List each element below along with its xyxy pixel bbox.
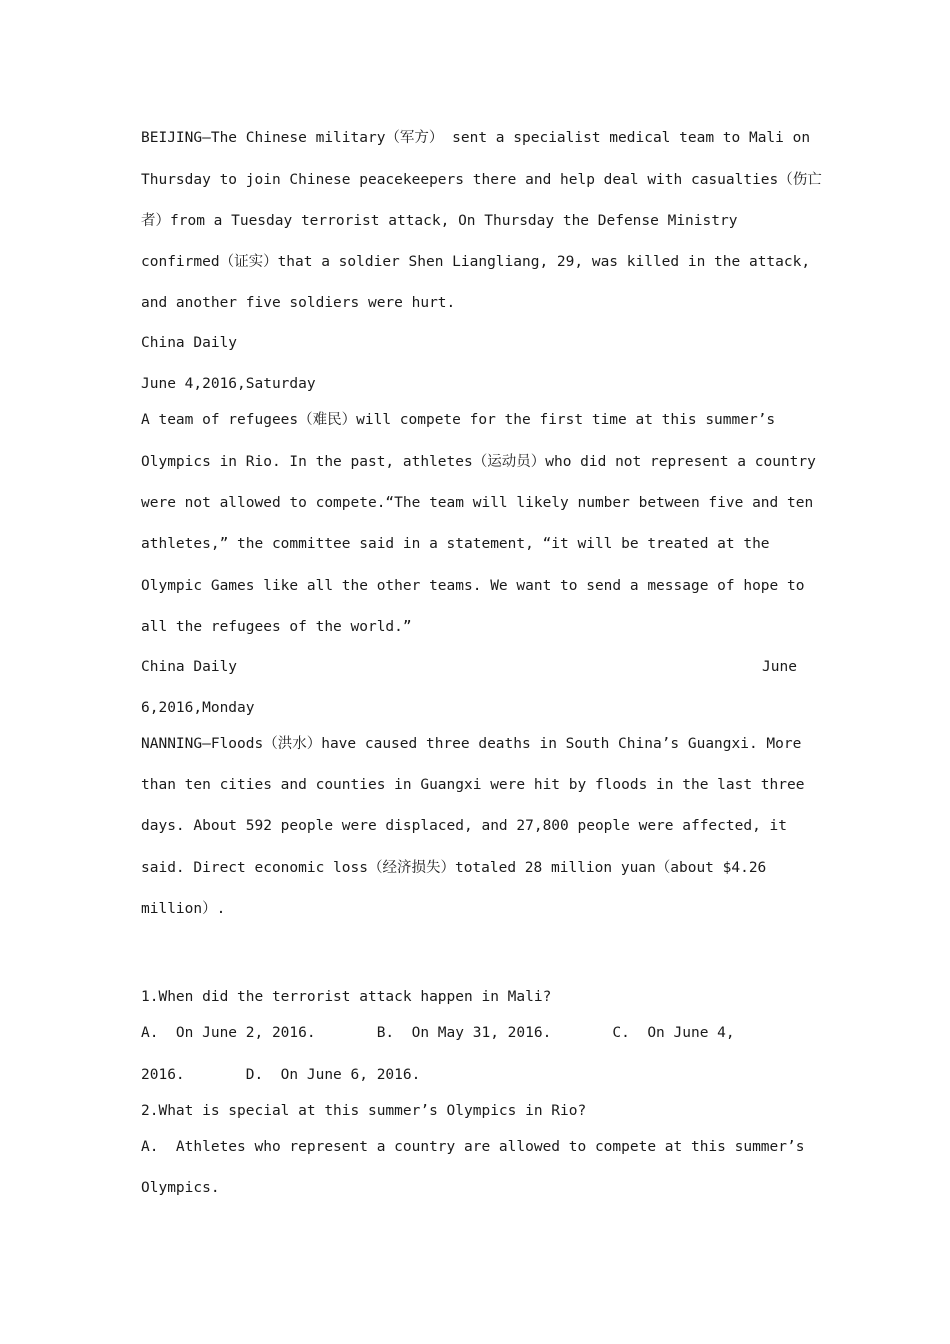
article3-line-2: than ten cities and counties in Guangxi were hit by floods in the last three: [141, 777, 805, 793]
article2-line-3: were not allowed to compete.“The team will likely number between five and ten: [141, 495, 814, 511]
article2-line-5: Olympic Games like all the other teams. We want to send a message of hope to: [141, 578, 805, 594]
question-1-options-line-1: A. On June 2, 2016. B. On May 31, 2016. C. On June 4,: [141, 1025, 735, 1041]
article3-line-3: days. About 592 people were displaced, and 27,800 people were affected, it: [141, 818, 788, 834]
article1-line-1: BEIJING—The Chinese military（军方） sent a specialist medical team to Mali on: [141, 130, 811, 146]
article2-line-6: all the refugees of the world.”: [141, 619, 412, 635]
article2-source: China Daily: [141, 659, 238, 675]
question-1-options-line-2: 2016. D. On June 6, 2016.: [141, 1067, 421, 1083]
article1-source: China Daily: [141, 335, 238, 351]
question-2-options-line-2: Olympics.: [141, 1180, 220, 1196]
question-2-options-line-1: A. Athletes who represent a country are allowed to compete at this summer’s: [141, 1139, 805, 1155]
article2-date-part2: 6,2016,Monday: [141, 700, 255, 716]
article1-line-4: confirmed（证实）that a soldier Shen Liangliang, 29, was killed in the attack,: [141, 254, 811, 270]
article3-line-1: NANNING—Floods（洪水）have caused three deaths in South China’s Guangxi. More: [141, 736, 802, 752]
question-2-stem: 2.What is special at this summer’s Olympics in Rio?: [141, 1103, 587, 1119]
article1-line-5: and another five soldiers were hurt.: [141, 295, 456, 311]
article3-line-4: said. Direct economic loss（经济损失）totaled 28 million yuan（about $4.26: [141, 860, 767, 876]
question-1-stem: 1.When did the terrorist attack happen in Mali?: [141, 989, 552, 1005]
article1-line-2: Thursday to join Chinese peacekeepers there and help deal with casualties（伤亡: [141, 172, 822, 188]
article3-line-5: million）.: [141, 901, 226, 917]
article2-line-2: Olympics in Rio. In the past, athletes（运动员）who did not represent a country: [141, 454, 816, 470]
article2-line-1: A team of refugees（难民）will compete for the first time at this summer’s: [141, 412, 776, 428]
article2-date-part1: June: [762, 659, 797, 675]
article1-line-3: 者）from a Tuesday terrorist attack, On Thursday the Defense Ministry: [141, 213, 738, 229]
article1-date: June 4,2016,Saturday: [141, 376, 316, 392]
article2-line-4: athletes,” the committee said in a statement, “it will be treated at the: [141, 536, 770, 552]
